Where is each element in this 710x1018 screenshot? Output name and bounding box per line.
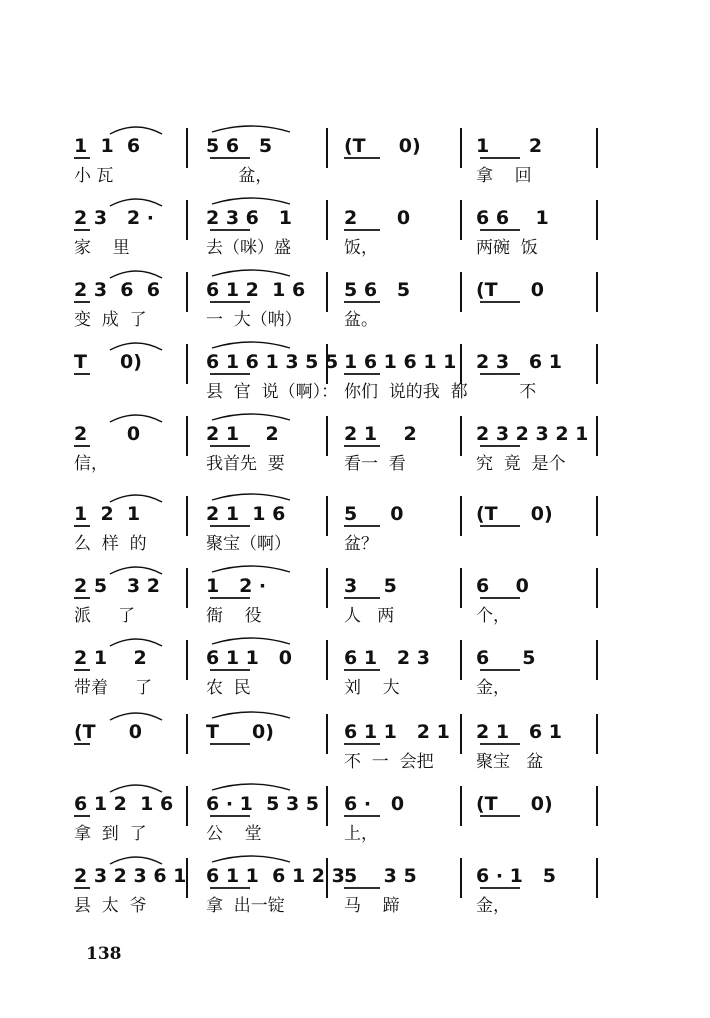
bar-line bbox=[186, 200, 188, 240]
measure-notes: 6 6 1 bbox=[476, 207, 549, 229]
measure-lyrics: 农 民 bbox=[206, 678, 251, 698]
measure-notes: 1 6 1 6 1 1 bbox=[344, 351, 457, 373]
measure-lyrics: 信， bbox=[74, 454, 108, 474]
measure-lyrics: 不 bbox=[476, 382, 537, 402]
measure-lyrics: 看一 看 bbox=[344, 454, 406, 474]
music-system bbox=[68, 342, 608, 406]
measure-lyrics: 刘 大 bbox=[344, 678, 400, 698]
bar-line bbox=[596, 272, 598, 312]
bar-line bbox=[596, 714, 598, 754]
measure-notes: 5 3 5 bbox=[344, 865, 417, 887]
measure-lyrics: 金， bbox=[476, 896, 510, 916]
bar-line bbox=[596, 416, 598, 456]
measure-notes: 1 1 6 bbox=[74, 135, 141, 157]
bar-line bbox=[460, 272, 462, 312]
measure-lyrics: 我首先 要 bbox=[206, 454, 285, 474]
bar-line bbox=[326, 272, 328, 312]
bar-line bbox=[186, 272, 188, 312]
measure-notes: 2 3 2 3 6 1 bbox=[74, 865, 187, 887]
measure-notes: 2 5 3 2 bbox=[74, 575, 160, 597]
measure-notes: 6 1 1 2 1 bbox=[344, 721, 450, 743]
measure-lyrics: 带着 了 bbox=[74, 678, 153, 698]
measure-lyrics: 去（咪）盛 bbox=[206, 238, 291, 258]
measure-lyrics: 派 了 bbox=[74, 606, 136, 626]
bar-line bbox=[326, 200, 328, 240]
measure-lyrics: 马 蹄 bbox=[344, 896, 400, 916]
measure-notes: 6 · 1 5 3 5 bbox=[206, 793, 320, 815]
measure-notes: 6 1 2 1 6 bbox=[74, 793, 174, 815]
measure-lyrics: 盆， bbox=[206, 166, 273, 186]
measure-notes: 2 1 1 6 bbox=[206, 503, 286, 525]
measure-notes: 2 0 bbox=[74, 423, 141, 445]
measure-notes: (T 0 bbox=[74, 721, 142, 743]
bar-line bbox=[596, 496, 598, 536]
measure-notes: T 0) bbox=[206, 721, 274, 743]
measure-lyrics: 拿 出一锭 bbox=[206, 896, 285, 916]
measure-notes: 6 · 0 bbox=[344, 793, 405, 815]
bar-line bbox=[460, 416, 462, 456]
bar-line bbox=[460, 128, 462, 168]
measure-lyrics: 金， bbox=[476, 678, 510, 698]
measure-notes: 2 1 2 bbox=[206, 423, 279, 445]
bar-line bbox=[596, 200, 598, 240]
measure-lyrics: 盆。 bbox=[344, 310, 378, 330]
measure-lyrics: 人 两 bbox=[344, 606, 395, 626]
bar-line bbox=[186, 416, 188, 456]
measure-lyrics: 上， bbox=[344, 824, 378, 844]
measure-notes: 3 5 bbox=[344, 575, 397, 597]
bar-line bbox=[596, 786, 598, 826]
measure-notes: 6 1 6 1 3 5 5 bbox=[206, 351, 339, 373]
music-system bbox=[68, 712, 608, 776]
measure-lyrics: 拿 到 了 bbox=[74, 824, 147, 844]
bar-line bbox=[186, 786, 188, 826]
measure-notes: 2 3 6 1 bbox=[206, 207, 292, 229]
measure-lyrics: 聚宝 盆 bbox=[476, 752, 544, 772]
measure-lyrics: 饭， bbox=[344, 238, 378, 258]
music-system bbox=[68, 198, 608, 262]
music-system bbox=[68, 126, 608, 190]
measure-notes: 6 · 1 5 bbox=[476, 865, 556, 887]
measure-lyrics: 变 成 了 bbox=[74, 310, 147, 330]
measure-notes: 6 1 1 0 bbox=[206, 647, 292, 669]
measure-notes: (T 0 bbox=[476, 279, 544, 301]
music-system bbox=[68, 494, 608, 558]
bar-line bbox=[596, 858, 598, 898]
music-system bbox=[68, 414, 608, 478]
music-system bbox=[68, 566, 608, 630]
measure-notes: 6 1 2 3 bbox=[344, 647, 430, 669]
measure-notes: 1 2 · bbox=[206, 575, 267, 597]
bar-line bbox=[326, 416, 328, 456]
measure-lyrics: 盆？ bbox=[344, 534, 378, 554]
bar-line bbox=[596, 128, 598, 168]
music-system bbox=[68, 638, 608, 702]
bar-line bbox=[326, 128, 328, 168]
bar-line bbox=[460, 786, 462, 826]
measure-notes: 6 1 1 6 1 2 3 bbox=[206, 865, 345, 887]
measure-notes: T 0) bbox=[74, 351, 142, 373]
measure-lyrics: 衙 役 bbox=[206, 606, 262, 626]
measure-lyrics: 县 官 说（啊）： bbox=[206, 382, 339, 402]
measure-lyrics: 家 里 bbox=[74, 238, 130, 258]
music-system bbox=[68, 270, 608, 334]
page-number: 138 bbox=[86, 944, 122, 964]
bar-line bbox=[460, 496, 462, 536]
measure-lyrics: 两碗 饭 bbox=[476, 238, 538, 258]
music-system bbox=[68, 784, 608, 848]
bar-line bbox=[326, 714, 328, 754]
measure-notes: (T 0) bbox=[476, 793, 553, 815]
measure-lyrics: 县 太 爷 bbox=[74, 896, 147, 916]
measure-notes: (T 0) bbox=[344, 135, 421, 157]
measure-notes: 2 1 6 1 bbox=[476, 721, 562, 743]
measure-notes: 6 0 bbox=[476, 575, 529, 597]
bar-line bbox=[460, 568, 462, 608]
measure-lyrics: 你们 说的我 都 bbox=[344, 382, 468, 402]
measure-notes: 2 1 2 bbox=[344, 423, 417, 445]
measure-notes: 1 2 bbox=[476, 135, 543, 157]
bar-line bbox=[326, 786, 328, 826]
measure-notes: 2 3 2 · bbox=[74, 207, 154, 229]
bar-line bbox=[186, 496, 188, 536]
bar-line bbox=[460, 640, 462, 680]
measure-notes: 2 0 bbox=[344, 207, 411, 229]
measure-notes: 2 3 6 1 bbox=[476, 351, 562, 373]
bar-line bbox=[326, 568, 328, 608]
measure-notes: 6 1 2 1 6 bbox=[206, 279, 306, 301]
measure-notes: 2 3 6 6 bbox=[74, 279, 160, 301]
measure-notes: 1 2 1 bbox=[74, 503, 141, 525]
measure-notes: 2 1 2 bbox=[74, 647, 147, 669]
measure-lyrics: 公 堂 bbox=[206, 824, 262, 844]
bar-line bbox=[596, 568, 598, 608]
measure-notes: 5 0 bbox=[344, 503, 404, 525]
bar-line bbox=[186, 344, 188, 384]
measure-lyrics: 一 大（呐） bbox=[206, 310, 302, 330]
bar-line bbox=[460, 200, 462, 240]
measure-lyrics: 聚宝（啊） bbox=[206, 534, 291, 554]
measure-lyrics: 拿 回 bbox=[476, 166, 532, 186]
measure-lyrics: 小 瓦 bbox=[74, 166, 136, 186]
bar-line bbox=[460, 858, 462, 898]
bar-line bbox=[596, 344, 598, 384]
bar-line bbox=[596, 640, 598, 680]
measure-notes: 5 6 5 bbox=[206, 135, 273, 157]
bar-line bbox=[326, 640, 328, 680]
measure-lyrics: 个， bbox=[476, 606, 510, 626]
bar-line bbox=[186, 568, 188, 608]
music-system bbox=[68, 856, 608, 920]
measure-lyrics: 不 一 会把 bbox=[344, 752, 434, 772]
bar-line bbox=[326, 496, 328, 536]
measure-lyrics: 么 样 的 bbox=[74, 534, 147, 554]
bar-line bbox=[186, 128, 188, 168]
measure-lyrics: 究 竟 是个 bbox=[476, 454, 566, 474]
measure-notes: 5 6 5 bbox=[344, 279, 411, 301]
bar-line bbox=[186, 714, 188, 754]
measure-notes: 6 5 bbox=[476, 647, 536, 669]
bar-line bbox=[460, 344, 462, 384]
measure-notes: (T 0) bbox=[476, 503, 553, 525]
bar-line bbox=[186, 640, 188, 680]
bar-line bbox=[460, 714, 462, 754]
measure-notes: 2 3 2 3 2 1 bbox=[476, 423, 589, 445]
